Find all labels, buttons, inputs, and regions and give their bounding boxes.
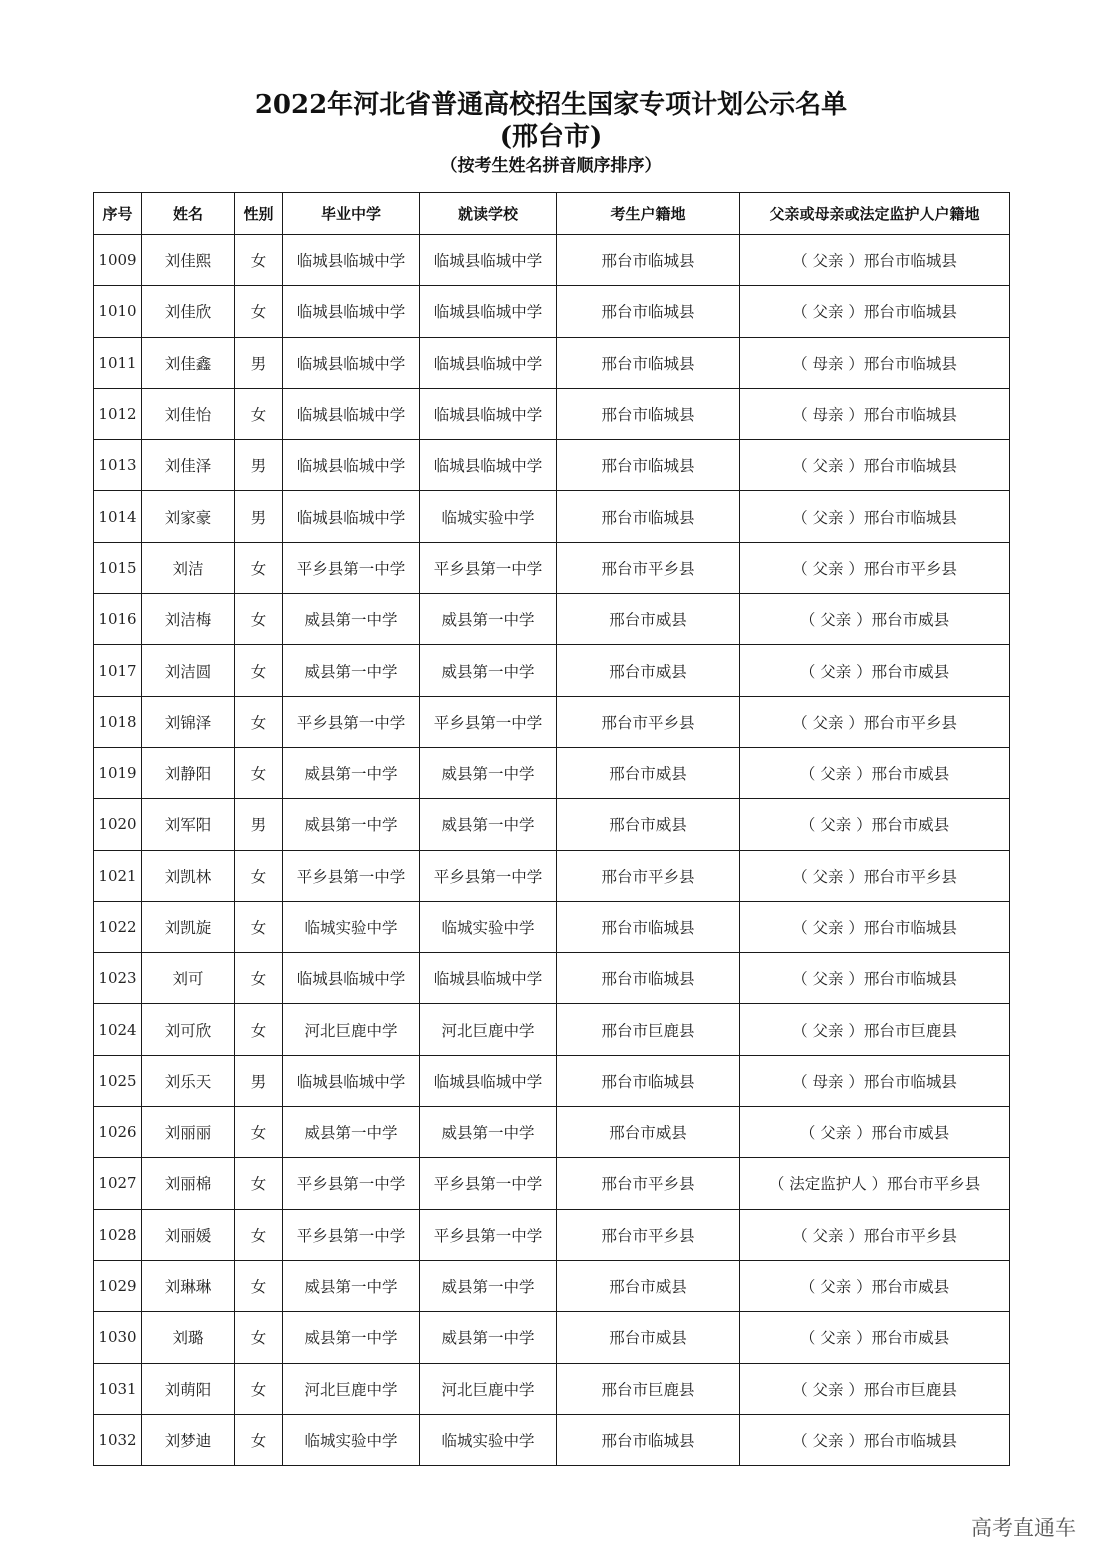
table-row [94,1004,1010,1055]
current-school-cell: 威县第一中学 [420,799,557,850]
student-domicile-cell: 邢台市巨鹿县 [557,1363,740,1414]
name-cell: 刘丽棉 [142,1158,235,1209]
name-cell: 刘凯林 [142,850,235,901]
guardian-domicile-cell: （ 父亲 ）邢台市威县 [740,747,1010,798]
gender-cell: 男 [235,491,283,542]
gender-cell: 女 [235,1260,283,1311]
table-row [94,696,1010,747]
guardian-domicile-cell: （ 母亲 ）邢台市临城县 [740,337,1010,388]
student-domicile-cell: 邢台市平乡县 [557,542,740,593]
table-row [94,901,1010,952]
guardian-domicile-cell: （ 父亲 ）邢台市威县 [740,594,1010,645]
student-domicile-cell: 邢台市临城县 [557,337,740,388]
current-school-cell: 威县第一中学 [420,1312,557,1363]
current-school-cell: 威县第一中学 [420,1107,557,1158]
name-cell: 刘佳熙 [142,235,235,286]
gender-cell: 女 [235,388,283,439]
table-row [94,850,1010,901]
guardian-domicile-cell: （ 法定监护人 ）邢台市平乡县 [740,1158,1010,1209]
current-school-cell: 临城县临城中学 [420,1055,557,1106]
student-domicile-cell: 邢台市威县 [557,1107,740,1158]
graduated-school-cell: 临城县临城中学 [283,1055,420,1106]
name-cell: 刘洁圆 [142,645,235,696]
table-row [94,645,1010,696]
guardian-domicile-cell: （ 父亲 ）邢台市巨鹿县 [740,1004,1010,1055]
guardian-domicile-cell: （ 母亲 ）邢台市临城县 [740,388,1010,439]
gender-cell: 男 [235,440,283,491]
table-row [94,1055,1010,1106]
gender-cell: 女 [235,1312,283,1363]
table-header-row [94,193,1010,235]
guardian-domicile-cell: （ 父亲 ）邢台市临城县 [740,440,1010,491]
guardian-domicile-cell: （ 父亲 ）邢台市平乡县 [740,1209,1010,1260]
guardian-domicile-cell: （ 父亲 ）邢台市威县 [740,1260,1010,1311]
document-subtitle: (邢台市) [499,122,603,152]
name-cell: 刘璐 [142,1312,235,1363]
gender-cell: 女 [235,1158,283,1209]
student-domicile-cell: 邢台市临城县 [557,286,740,337]
name-cell: 刘佳欣 [142,286,235,337]
current-school-cell: 平乡县第一中学 [420,1158,557,1209]
name-cell: 刘可欣 [142,1004,235,1055]
serial-cell: 1020 [94,799,142,850]
current-school-cell: 临城实验中学 [420,901,557,952]
serial-cell: 1029 [94,1260,142,1311]
gender-cell: 女 [235,235,283,286]
serial-cell: 1023 [94,953,142,1004]
gender-cell: 女 [235,1107,283,1158]
gender-cell: 女 [235,953,283,1004]
table-row [94,286,1010,337]
graduated-school-cell: 平乡县第一中学 [283,850,420,901]
name-cell: 刘凯旋 [142,901,235,952]
student-domicile-cell: 邢台市威县 [557,594,740,645]
graduated-school-cell: 临城县临城中学 [283,337,420,388]
name-cell: 刘丽丽 [142,1107,235,1158]
graduated-school-cell: 临城县临城中学 [283,286,420,337]
gender-cell: 女 [235,286,283,337]
graduated-school-cell: 威县第一中学 [283,1312,420,1363]
table-row [94,1209,1010,1260]
name-cell: 刘梦迪 [142,1414,235,1465]
name-cell: 刘丽媛 [142,1209,235,1260]
student-domicile-cell: 邢台市巨鹿县 [557,1004,740,1055]
graduated-school-cell: 威县第一中学 [283,747,420,798]
student-domicile-cell: 邢台市临城县 [557,1055,740,1106]
graduated-school-cell: 威县第一中学 [283,799,420,850]
name-cell: 刘锦泽 [142,696,235,747]
gender-cell: 女 [235,1209,283,1260]
serial-cell: 1011 [94,337,142,388]
graduated-school-cell: 河北巨鹿中学 [283,1004,420,1055]
roster-table [93,192,1010,1466]
graduated-school-cell: 临城实验中学 [283,1414,420,1465]
graduated-school-cell: 威县第一中学 [283,1260,420,1311]
graduated-school-cell: 平乡县第一中学 [283,1158,420,1209]
serial-cell: 1031 [94,1363,142,1414]
serial-cell: 1012 [94,388,142,439]
name-cell: 刘佳怡 [142,388,235,439]
student-domicile-cell: 邢台市平乡县 [557,1209,740,1260]
gender-cell: 女 [235,696,283,747]
serial-cell: 1018 [94,696,142,747]
serial-cell: 1025 [94,1055,142,1106]
name-cell: 刘洁梅 [142,594,235,645]
graduated-school-cell: 平乡县第一中学 [283,542,420,593]
name-cell: 刘佳泽 [142,440,235,491]
current-school-cell: 平乡县第一中学 [420,850,557,901]
current-school-cell: 威县第一中学 [420,645,557,696]
table-row [94,1414,1010,1465]
graduated-school-cell: 临城县临城中学 [283,388,420,439]
current-school-cell: 临城县临城中学 [420,235,557,286]
serial-cell: 1013 [94,440,142,491]
gender-cell: 男 [235,337,283,388]
guardian-domicile-cell: （ 父亲 ）邢台市临城县 [740,901,1010,952]
student-domicile-cell: 邢台市临城县 [557,388,740,439]
column-header-graduated-school: 毕业中学 [283,193,420,235]
gender-cell: 女 [235,901,283,952]
student-domicile-cell: 邢台市平乡县 [557,850,740,901]
serial-cell: 1032 [94,1414,142,1465]
column-header-guardian-domicile: 父亲或母亲或法定监护人户籍地 [740,193,1010,235]
column-header-serial: 序号 [94,193,142,235]
table-body [94,235,1010,1466]
table-row [94,440,1010,491]
column-header-gender: 性别 [235,193,283,235]
table-row [94,1312,1010,1363]
serial-cell: 1028 [94,1209,142,1260]
gender-cell: 女 [235,747,283,798]
student-domicile-cell: 邢台市临城县 [557,901,740,952]
serial-cell: 1010 [94,286,142,337]
current-school-cell: 临城县临城中学 [420,286,557,337]
gender-cell: 女 [235,542,283,593]
table-row [94,388,1010,439]
graduated-school-cell: 临城实验中学 [283,901,420,952]
serial-cell: 1014 [94,491,142,542]
name-cell: 刘乐天 [142,1055,235,1106]
current-school-cell: 平乡县第一中学 [420,1209,557,1260]
table-row [94,1158,1010,1209]
student-domicile-cell: 邢台市临城县 [557,440,740,491]
current-school-cell: 威县第一中学 [420,747,557,798]
column-header-current-school: 就读学校 [420,193,557,235]
gender-cell: 女 [235,850,283,901]
serial-cell: 1024 [94,1004,142,1055]
gender-cell: 女 [235,1004,283,1055]
graduated-school-cell: 临城县临城中学 [283,440,420,491]
name-cell: 刘静阳 [142,747,235,798]
current-school-cell: 威县第一中学 [420,594,557,645]
table-row [94,953,1010,1004]
gender-cell: 女 [235,594,283,645]
current-school-cell: 河北巨鹿中学 [420,1004,557,1055]
graduated-school-cell: 临城县临城中学 [283,953,420,1004]
current-school-cell: 临城县临城中学 [420,953,557,1004]
guardian-domicile-cell: （ 父亲 ）邢台市平乡县 [740,850,1010,901]
graduated-school-cell: 临城县临城中学 [283,491,420,542]
table-row [94,747,1010,798]
student-domicile-cell: 邢台市威县 [557,747,740,798]
name-cell: 刘佳鑫 [142,337,235,388]
student-domicile-cell: 邢台市临城县 [557,235,740,286]
graduated-school-cell: 平乡县第一中学 [283,696,420,747]
guardian-domicile-cell: （ 母亲 ）邢台市临城县 [740,1055,1010,1106]
student-domicile-cell: 邢台市平乡县 [557,696,740,747]
student-domicile-cell: 邢台市临城县 [557,1414,740,1465]
watermark: 高考直通车 [971,1516,1076,1540]
serial-cell: 1019 [94,747,142,798]
student-domicile-cell: 邢台市临城县 [557,491,740,542]
guardian-domicile-cell: （ 父亲 ）邢台市平乡县 [740,696,1010,747]
current-school-cell: 临城县临城中学 [420,388,557,439]
table-row [94,594,1010,645]
serial-cell: 1017 [94,645,142,696]
name-cell: 刘可 [142,953,235,1004]
guardian-domicile-cell: （ 父亲 ）邢台市巨鹿县 [740,1363,1010,1414]
current-school-cell: 平乡县第一中学 [420,542,557,593]
student-domicile-cell: 邢台市平乡县 [557,1158,740,1209]
graduated-school-cell: 威县第一中学 [283,1107,420,1158]
guardian-domicile-cell: （ 父亲 ）邢台市威县 [740,1107,1010,1158]
serial-cell: 1030 [94,1312,142,1363]
current-school-cell: 威县第一中学 [420,1260,557,1311]
graduated-school-cell: 河北巨鹿中学 [283,1363,420,1414]
name-cell: 刘家豪 [142,491,235,542]
current-school-cell: 平乡县第一中学 [420,696,557,747]
sort-note: （按考生姓名拼音顺序排序） [440,156,662,176]
gender-cell: 女 [235,645,283,696]
gender-cell: 女 [235,1414,283,1465]
table-row [94,1260,1010,1311]
serial-cell: 1009 [94,235,142,286]
guardian-domicile-cell: （ 父亲 ）邢台市威县 [740,645,1010,696]
name-cell: 刘洁 [142,542,235,593]
student-domicile-cell: 邢台市威县 [557,1312,740,1363]
student-domicile-cell: 邢台市威县 [557,645,740,696]
student-domicile-cell: 邢台市威县 [557,1260,740,1311]
table-row [94,491,1010,542]
gender-cell: 男 [235,799,283,850]
current-school-cell: 临城实验中学 [420,491,557,542]
student-domicile-cell: 邢台市临城县 [557,953,740,1004]
guardian-domicile-cell: （ 父亲 ）邢台市临城县 [740,286,1010,337]
guardian-domicile-cell: （ 父亲 ）邢台市威县 [740,1312,1010,1363]
column-header-student-domicile: 考生户籍地 [557,193,740,235]
serial-cell: 1026 [94,1107,142,1158]
serial-cell: 1022 [94,901,142,952]
guardian-domicile-cell: （ 父亲 ）邢台市临城县 [740,953,1010,1004]
column-header-name: 姓名 [142,193,235,235]
serial-cell: 1021 [94,850,142,901]
guardian-domicile-cell: （ 父亲 ）邢台市临城县 [740,235,1010,286]
guardian-domicile-cell: （ 父亲 ）邢台市临城县 [740,1414,1010,1465]
gender-cell: 女 [235,1363,283,1414]
guardian-domicile-cell: （ 父亲 ）邢台市临城县 [740,491,1010,542]
table-row [94,799,1010,850]
guardian-domicile-cell: （ 父亲 ）邢台市平乡县 [740,542,1010,593]
table-row [94,1107,1010,1158]
graduated-school-cell: 临城县临城中学 [283,235,420,286]
current-school-cell: 临城县临城中学 [420,337,557,388]
table-row [94,337,1010,388]
serial-cell: 1027 [94,1158,142,1209]
current-school-cell: 临城实验中学 [420,1414,557,1465]
guardian-domicile-cell: （ 父亲 ）邢台市威县 [740,799,1010,850]
serial-cell: 1015 [94,542,142,593]
current-school-cell: 临城县临城中学 [420,440,557,491]
graduated-school-cell: 威县第一中学 [283,645,420,696]
current-school-cell: 河北巨鹿中学 [420,1363,557,1414]
name-cell: 刘萌阳 [142,1363,235,1414]
name-cell: 刘琳琳 [142,1260,235,1311]
graduated-school-cell: 威县第一中学 [283,594,420,645]
table-row [94,235,1010,286]
table-row [94,542,1010,593]
document-title: 2022年河北省普通高校招生国家专项计划公示名单 [254,90,848,120]
graduated-school-cell: 平乡县第一中学 [283,1209,420,1260]
table-row [94,1363,1010,1414]
gender-cell: 男 [235,1055,283,1106]
student-domicile-cell: 邢台市威县 [557,799,740,850]
name-cell: 刘军阳 [142,799,235,850]
serial-cell: 1016 [94,594,142,645]
